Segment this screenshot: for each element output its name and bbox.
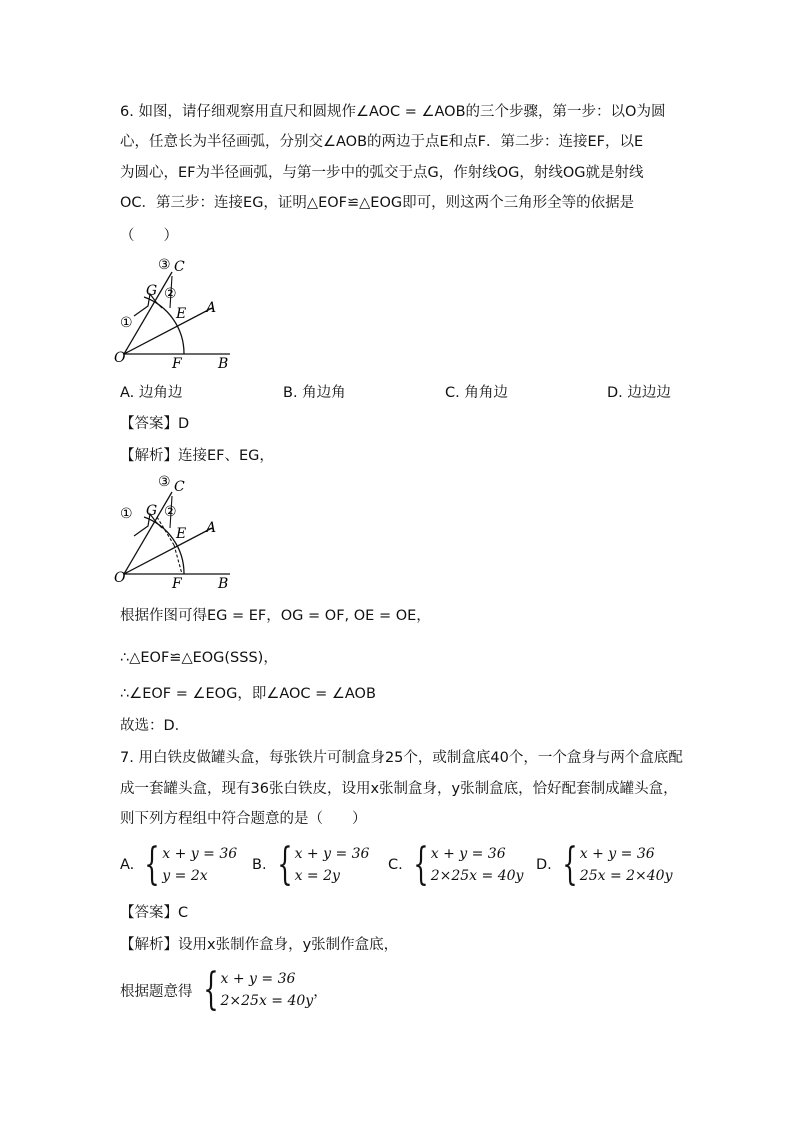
label-b: B — [218, 356, 229, 372]
q6-analysis-3: ∴△EOF≌△EOG(SSS)， — [120, 650, 278, 666]
label-o: O — [114, 570, 126, 586]
segment-eg — [157, 517, 174, 545]
label-step-3: ③ — [158, 474, 171, 490]
label-step-2: ② — [164, 504, 177, 520]
equation-row: y = 2x — [162, 868, 208, 884]
q6-answer: 【答案】D — [120, 416, 190, 432]
q6-line-4: OC．第三步：连接EG，证明△EOF≌△EOG即可，则这两个三角形全等的依据是 — [120, 195, 635, 211]
option-label: B. — [252, 857, 267, 873]
equation-row: 25x = 2×40y — [579, 868, 673, 884]
equation-row: x + y = 36 — [162, 846, 238, 862]
label-a: A — [206, 520, 217, 536]
q6-line-2: 心，任意长为半径画弧，分别交∠AOB的两边于点E和点F．第二步：连接EF，以E — [120, 134, 644, 150]
label-a: A — [206, 300, 217, 316]
q7-option-b: B. { x + y = 36 x = 2y — [252, 839, 370, 890]
segment-ef — [174, 545, 182, 574]
analysis-prefix: 根据题意得 — [120, 983, 193, 1000]
equation-row: x + y = 36 — [430, 846, 506, 862]
q6-analysis-2: 根据作图可得EG = EF，OG = OF, OE = OE， — [120, 608, 431, 624]
q6-analysis-4: ∴∠EOF = ∠EOG，即∠AOC = ∠AOB — [120, 686, 376, 702]
label-b: B — [218, 576, 229, 592]
label-f: F — [172, 576, 182, 592]
label-e: E — [176, 306, 187, 322]
q6-line-5: （ ） — [120, 228, 178, 244]
q7-option-c: C. { x + y = 36 2×25x = 40y — [388, 839, 524, 890]
q6-line-3: 为圆心，EF为半径画弧，与第一步中的弧交于点G，作射线OG，射线OG就是射线 — [120, 165, 644, 181]
label-c: C — [174, 259, 185, 275]
q7-equation-system: 根据题意得 { x + y = 36 2×25x = 40y ， — [120, 964, 328, 1015]
q7-line-3: 则下列方程组中符合题意的是（ ） — [120, 811, 367, 827]
label-g: G — [146, 503, 158, 519]
equation-row: 2×25x = 40y — [430, 868, 524, 884]
label-step-2: ② — [164, 286, 177, 302]
option-label: D. — [536, 857, 552, 873]
q6-option-d: D. 边边边 — [607, 385, 671, 401]
q7-line-2: 成一套罐头盒，现有36张白铁皮，设用x张制盒身，y张制盒底，恰好配套制成罐头盒， — [120, 781, 678, 797]
label-step-3: ③ — [158, 257, 171, 273]
label-step-1: ① — [120, 506, 133, 522]
q6-option-b: B. 角边角 — [283, 385, 346, 401]
q6-analysis-1: 【解析】连接EF、EG， — [120, 448, 274, 464]
label-c: C — [174, 479, 185, 495]
q7-analysis-1: 【解析】设用x张制作盒身，y张制作盒底， — [120, 937, 399, 953]
equation-row: x + y = 36 — [294, 846, 370, 862]
q7-line-1: 7. 用白铁皮做罐头盒，每张铁片可制盒身25个，或制盒底40个，一个盒身与两个盒底配 — [120, 750, 683, 766]
label-step-1: ① — [120, 315, 133, 331]
equation-row: x + y = 36 — [579, 846, 655, 862]
equation-row: x + y = 36 — [220, 971, 296, 987]
construction-figure-2 — [112, 470, 242, 595]
label-o: O — [114, 350, 126, 366]
analysis-suffix: ， — [313, 983, 328, 1000]
q6-choose: 故选：D． — [120, 718, 190, 734]
q6-line-1: 6. 如图，请仔细观察用直尺和圆规作∠AOC = ∠AOB的三个步骤，第一步：以O为圆 — [120, 104, 666, 120]
q6-option-c: C. 角角边 — [445, 385, 508, 401]
q6-option-a: A. 边角边 — [120, 385, 183, 401]
construction-figure-1 — [112, 250, 242, 375]
option-label: C. — [388, 857, 403, 873]
label-f: F — [172, 356, 182, 372]
q7-answer: 【答案】C — [120, 905, 189, 921]
q7-option-a: A. { x + y = 36 y = 2x — [120, 839, 238, 890]
equation-row: x = 2y — [294, 868, 340, 884]
q7-option-d: D. { x + y = 36 25x = 2×40y — [536, 839, 673, 890]
equation-row: 2×25x = 40y — [220, 993, 314, 1009]
label-e: E — [176, 526, 187, 542]
option-label: A. — [120, 857, 135, 873]
label-g: G — [146, 283, 158, 299]
